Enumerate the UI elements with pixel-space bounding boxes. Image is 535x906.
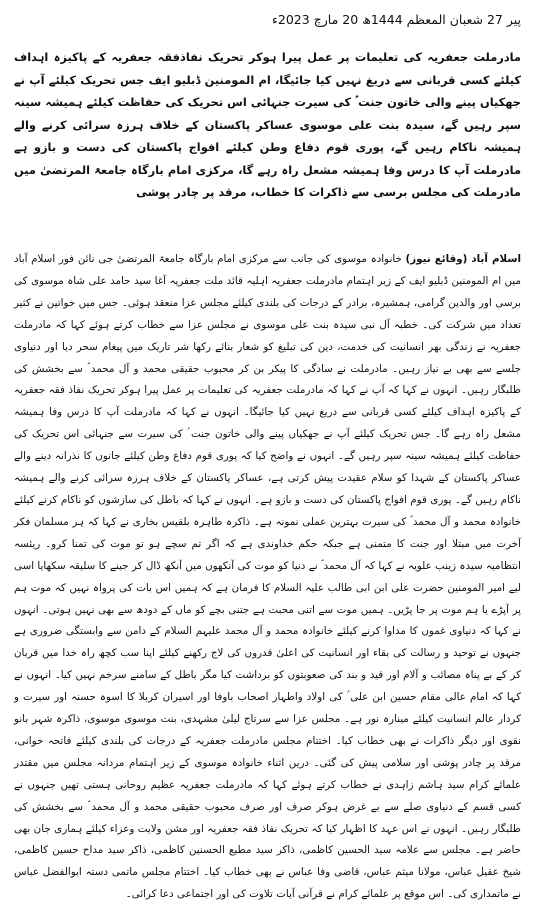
article-text: خانوادہ موسوی کی جانب سے مرکزی امام بارگاہ جامعۃ المرتضیٰ جی نائن فور اسلام آباد میں ام المومنین ڈبلیو ایف کے زیر اہتمام مادرملت جعفریہ اہلیہ قائد ملت جعفریہ آغا سید حامد علی شاہ موسوی کی برسی اور والدین گرامی، ہمشیرہ، برادر کے درجات کی بلندی کیلئے مجلس عزا منعقد ہوئی۔ جس میں خواتین نے کثیر تعداد میں شرکت کی۔ خطبہ آل نبی سیدہ بنت علی موسوی نے مجلس عزا سے خطاب کرتے ہوئے کہا کہ مادرملت جعفریہ نے زندگی بھر انسانیت کی خدمت، دین کی تبلیغ کو شعار بنائے رکھا شر تاریک میں پیغام سحر دیا اور دنیاوی جلسے سے بھی بے نیاز رہیں۔ مادرملت نے سادگی کا پیکر بن کر محبوب حقیقی محمد و آل محمد ؐ سے بخشش کی طلبگار رہیں۔ انہوں نے کہا کہ آپ نے کہا کہ مادرملت جعفریہ کی تعلیمات پر عمل پیرا ہوکر تحریک نفاذ فقہ جعفریہ کے پاکیزہ اہداف کیلئے کسی قربانی سے دریغ نہیں کیا جائیگا۔ انہوں نے کہا کہ مادرملت آپ کا درس وفا ہمیشہ مشعل راہ رہے گا۔ جس تحریک کیلئے آپ نے جھکیاں پینے والی خاتون جنت ؑ کی سیرت سے جنہائی اس تحریک کی حفاظت کیلئے ہمیشہ سینہ سپر رہیں گے۔ انہوں نے واضح کیا کہ پوری قوم دفاع وطن کیلئے جانوں کا نذرانہ دینے والے عساکر پاکستان کے شہدا کو سلام عقیدت پیش کرتی ہے، عساکر پاکستان کے خلاف ہرزہ سرائی کرنے والے ہمیشہ ناکام رہیں گے۔ پوری قوم افواج پاکستان کی دست و بازو ہے۔ انہوں نے کہا کہ باطل کی سازشوں کو ناکام کرنے کیلئے خانوادہ محمد و آل محمد ؐ کی سیرت بہترین عملی نمونہ ہے۔ ذاکرہ طاہرہ بلقیس بخاری نے کہا کہ ہر مسلمان فکر آخرت میں مبتلا اور جنت کا متمنی ہے جبکہ حکم خداوندی ہے کہ اگر تم سچے ہو تو موت کی تمنا کرو۔ ریئسہ انتظامیہ سیدہ زینب علویہ نے کہا کہ آل محمد ؐ نے دنیا کو موت کی آنکھوں میں آنکھ ڈال کر جینے کا سلیقہ سکھایا اسی لیے امیر المومنین حضرت علی ابن ابی طالب علیہ السلام کا فرمان ہے کہ ہمیں اس بات کی پرواہ نہیں کہ موت ہم پر آپڑے یا ہم موت پر جا پڑیں۔ ہمیں موت سے اتنی محبت ہے جتنی بچے کو ماں کے دودھ سے بھی نہیں ہوتی۔ انہوں نے کہا کہ دنیاوی غموں کا مداوا کرنے کیلئے خانوادہ محمد و آل محمد علیہم السلام کے دامن سے وابستگی ضروری ہے جنہوں نے توحید و رسالت کی بقاء اور انسانیت کی اعلیٰ قدروں کی لاج رکھنے کیلئے اپنا سب کچھ راہ خدا میں قربان کر کے بے پناہ مصائب و آلام اور قید و بند کی صعوبتوں کو برداشت کیا مگر باطل کے سامنے سرخم نہیں کیا۔ انہوں نے کہا کہ امام عالی مقام حسین ابن علی ؑ کی اولاد واطہار اصحاب باوفا اور اسیران کربلا کا اسوہ حسنہ اور سیرت و کردار عالم انسانیت کیلئے مینارہ نور ہے۔ مجلس عزا سے سرتاج لیلیٰ مشہدی، بنت موسوی موسوی، ذاکرہ شہر بانو نقوی اور دیگر ذاکرات نے بھی خطاب کیا۔ اختتام مجلس مادرملت جعفریہ کے درجات کی بلندی کیلئے فاتحہ خوانی، مرقد پر چادر پوشی اور سلامی پیش کی گئی۔ دریں اثناء خانوادہ موسوی کے زیر اہتمام مردانہ مجلس میں مقتدر علمائے کرام سید ہاشم زاہدی نے خطاب کرتے ہوئے کہا کہ مادرملت جعفریہ عظیم روحانی ہستی تھیں جنہوں نے کسی قسم کے دنیاوی صلے سے بے غرض ہوکر صرف اور صرف محبوب حقیقی محمد و آل محمد ؐ سے بخشش کی طلبگار رہیں۔ انہوں نے اس عہد کا اظہار کیا کہ تحریک نفاذ فقہ جعفریہ اور مشن ولایت وعزاء کیلئے ہماری جان بھی حاضر ہے۔ مجلس سے علامہ سید الحسین کاظمی، ذاکر سید مطیع الحسنین کاظمی، ذاکر سید مداح حسین کاظمی، شیخ عقیل عباس، مولانا میثم عباس، قاضی وفا عباس نے بھی خطاب کیا۔ اختتام مجلس ماتمی دستہ ابوالفضل عباس نے ماتمداری کی۔ اس موقع پر علمائے کرام نے قرآنی آیات تلاوت کی اور اجتماعی دعا کرائی۔ — [14, 253, 521, 901]
article-origin: اسلام آباد (وقائع نیوز) — [405, 253, 521, 265]
article-body — [14, 249, 521, 901]
dateline: پیر 27 شعبان المعظم 1444ھ 20 مارچ 2023ء — [271, 12, 521, 27]
lead-summary: مادرملت جعفریہ کی تعلیمات پر عمل پیرا ہوکر تحریک نفاذفقہ جعفریہ کے پاکیزہ اہداف کیلئے کسی قربانی سے دریغ نہیں کیا جائیگا، ام المومنین ڈبلیو ایف جس تحریک کیلئے آپ نے جھکیاں پینے والی خاتون جنت ؑ کی سیرت جنہائی اس تحریک کی حفاظت کیلئے ہمیشہ سینہ سپر رہیں گے، سیدہ بنت علی موسوی عساکر پاکستان کے خلاف ہرزہ سرائی کرنے والے ہمیشہ ناکام رہیں گے، پوری قوم دفاع وطن کیلئے افواج پاکستان کی دست و بازو ہے مادرملت آپ کا درس وفا ہمیشہ مشعل راہ رہے گا، مرکزی امام بارگاہ جامعۃ المرتضیٰ میں مادرملت کی مجلس برسی سے ذاکرات کا خطاب، مرقد پر چادر پوشی — [14, 50, 521, 199]
